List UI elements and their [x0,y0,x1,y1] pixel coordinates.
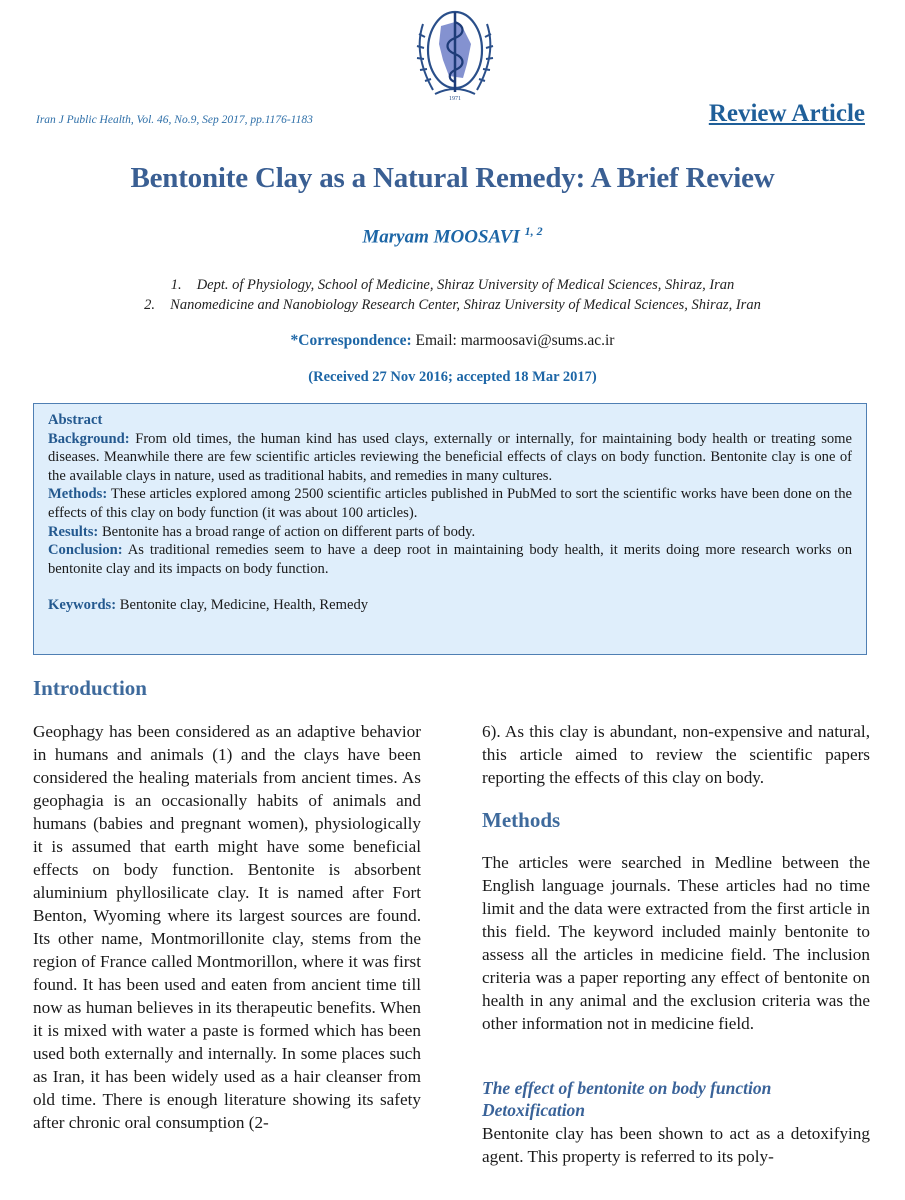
author-name: Maryam MOOSAVI [362,226,520,248]
affiliation-item: 1. Dept. of Physiology, School of Medicine, Shiraz University of Medical Sciences, Shiraz, Iran [170,277,735,293]
affiliation-item: 2. Nanomedicine and Nanobiology Research Center, Shiraz University of Medical Sciences, Shiraz, Iran [144,297,761,313]
article-title: Bentonite Clay as a Natural Remedy: A Brief Review [130,162,775,194]
abstract-conclusion: Conclusion: As traditional remedies seem to have a deep root in maintaining body health, it merits doing more research works on bentonite clay and its impacts on body function. [48,542,853,577]
abstract-results: Results: Bentonite has a broad range of action on different parts of body. [48,523,476,540]
introduction-continuation: 6). As this clay is abundant, non-expensive and natural, this article aimed to review the scientific papers reporting the effects of this clay on body. [482,722,870,787]
abstract-heading: Abstract [48,412,103,428]
introduction-text: Geophagy has been considered as an adaptive behavior in humans and animals (1) and the clays have been considered the healing materials from ancient times. As geophagia is an occasionally habits of animals and humans (babies and pregnant women), physiologically it is assumed that earth might have some beneficial effects on body function. Bentonite is absorbent aluminium phyllosilicate clay. It is named after Fort Benton, Wyoming where its largest sources are found. Its other name, Montmorillonite clay, stems from the region of France called Montmorillon, where it was first found. It has been used and eaten from ancient time till now as human believes in its therapeutic benefits. When it is mixed with water a paste is formed which has been used both externally and internally. In some places such as Iran, it has been widely used as a hair cleanser from old time. There is enough literature showing its safety after chronic oral consumption (2- [33,722,421,1132]
correspondence-label: *Correspondence: [290,332,412,349]
effects-heading: The effect of bentonite on body function [482,1078,772,1098]
abstract-keywords: Keywords: Bentonite clay, Medicine, Health, Remedy [48,597,369,614]
affiliations [0,275,905,315]
journal-logo [405,4,505,104]
introduction-heading: Introduction [33,676,147,700]
methods-heading: Methods [482,808,561,832]
svg-text:1971: 1971 [449,96,461,102]
journal-emblem-icon [405,4,505,104]
abstract-background: Background: From old times, the human kind has used clays, externally or internally, for maintaining body health or treating some diseases. Meanwhile there are few scientific articles reviewing the beneficial effects of clays on body function. Bentonite clay is one of the available clays in nature, used as traditional habits, and remedies in many cultures. [48,430,852,484]
article-type-link[interactable]: Review Article [708,100,865,127]
detoxification-text: Bentonite clay has been shown to act as a detoxifying agent. This property is referred to its poly- [482,1124,870,1166]
correspondence-email[interactable]: Email: marmoosavi@sums.ac.ir [415,332,615,349]
methods-text: The articles were searched in Medline between the English language journals. These articles had no time limit and the data were extracted from the first article in this field. The keyword included mainly bentonite to assess all the articles in medicine field. The inclusion criteria was a paper reporting any effect of bentonite on health in any animal and the exclusion criteria was the other information not in medicine field. [482,853,870,1033]
received-dates: (Received 27 Nov 2016; accepted 18 Mar 2017) [308,369,597,385]
author-affiliation-marks: 1, 2 [524,224,543,238]
abstract-methods: Methods: These articles explored among 2500 scientific articles published in PubMed to sort the scientific works have been done on the effects of this clay on body function (it was about 100 articles). [48,486,852,521]
author-line [0,224,905,248]
detoxification-subheading: Detoxification [482,1100,586,1120]
correspondence [0,332,905,350]
journal-citation: Iran J Public Health, Vol. 46, No.9, Sep 2017, pp.1176-1183 [36,114,313,126]
abstract-box [33,403,867,655]
